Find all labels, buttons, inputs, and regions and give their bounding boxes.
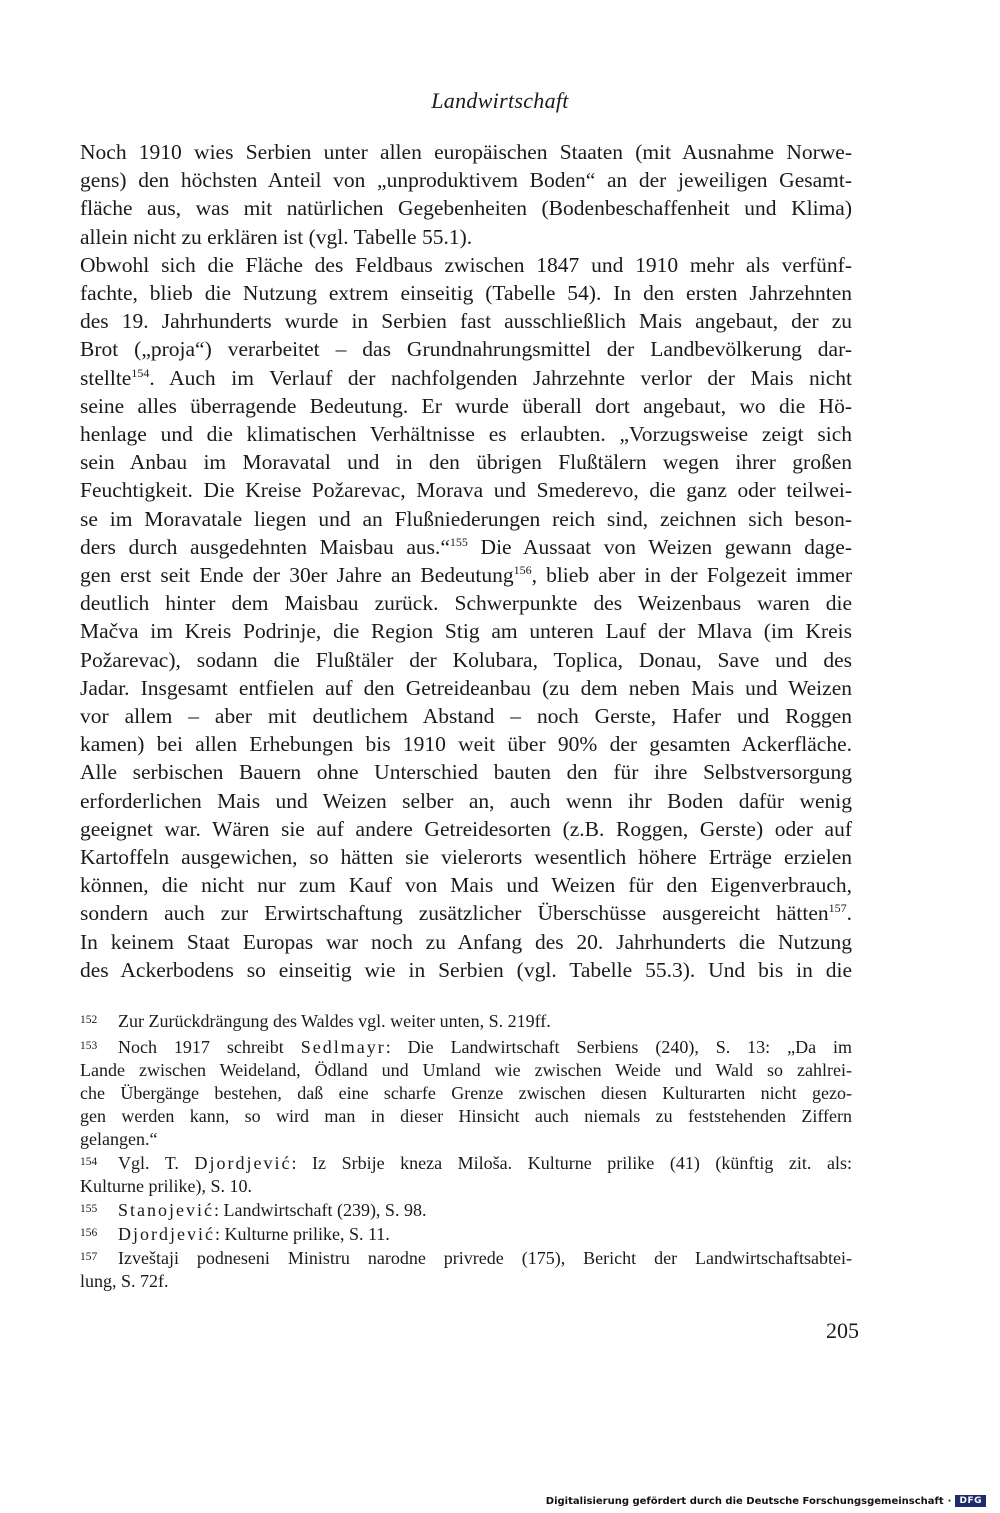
text-line: Obwohl sich die Fläche des Feldbaus zwischen 1847 und 1910 mehr als verfünf-: [80, 252, 852, 277]
footnote-line: lung, S. 72f.: [80, 1271, 169, 1291]
text-segment: sondern auch zur Erwirtschaftung zusätzlicher Überschüsse ausgereicht hätten: [80, 901, 829, 926]
footnote-text: Vgl. T.: [118, 1153, 195, 1173]
footnote-line: Kulturne prilike), S. 10.: [80, 1176, 252, 1196]
footnote-number: 154: [80, 1156, 98, 1168]
footnote-number: 157: [80, 1251, 98, 1263]
text-line: Alle serbischen Bauern ohne Unterschied bauten den für ihre Selbstversorgung: [80, 760, 852, 785]
text-segment: stellte: [80, 365, 132, 390]
footnote-text: : Kulturne prilike, S. 11.: [214, 1224, 390, 1244]
footnote-number: 156: [80, 1227, 98, 1239]
footnote-line: gelangen.“: [80, 1129, 158, 1149]
text-line: sein Anbau im Moravatal und in den übrigen Flußtälern wegen ihrer großen: [80, 450, 852, 475]
text-line: se im Moravatale liegen und an Flußniederungen reich sind, zeichnen sich beson-: [80, 506, 852, 531]
text-line: [80, 899, 852, 927]
footnote-153: [80, 1035, 852, 1151]
text-line: erforderlichen Mais und Weizen selber an, auch wenn ihr Boden dafür wenig: [80, 788, 852, 813]
text-segment: , blieb aber in der Folgezeit immer: [531, 563, 852, 588]
credit-separator: ·: [947, 1495, 952, 1507]
text-line: Noch 1910 wies Serbien unter allen europäischen Staaten (mit Ausnahme Norwe-: [80, 140, 852, 164]
footnote-152: [80, 1009, 852, 1033]
footnote-text: Izveštaji podneseni Ministru narodne privrede (175), Bericht der Landwirtschaftsabtei-: [118, 1248, 852, 1268]
text-segment: ders durch ausgedehnten Maisbau aus.“: [80, 534, 450, 559]
text-line: [80, 561, 852, 589]
footnote-154: [80, 1151, 852, 1198]
text-line: fläche aus, was mit natürlichen Gegebenheiten (Bodenbeschaffenheit und Klima): [80, 196, 852, 221]
text-line: kamen) bei allen Erhebungen bis 1910 weit über 90% der gesamten Ackerfläche.: [80, 732, 852, 757]
footnote-157: [80, 1246, 852, 1293]
author-name: Djordjević: [194, 1153, 292, 1173]
footnote-line: [80, 1035, 852, 1059]
text-line: des Ackerbodens so einseitig wie in Serbien (vgl. Tabelle 55.3). Und bis in die: [80, 957, 852, 982]
text-line: henlage und die klimatischen Verhältnisse es erlaubten. „Vorzugsweise zeigt sich: [80, 422, 852, 447]
footnote-line: che Übergänge bestehen, daß eine scharfe Grenze zwischen diesen Kulturarten nicht gezo-: [80, 1083, 852, 1103]
text-line: Jadar. Insgesamt entfielen auf den Getreideanbau (zu dem neben Mais und Weizen: [80, 675, 852, 700]
footnote-number: 153: [80, 1040, 98, 1052]
page-number: 205: [826, 1318, 859, 1343]
text-line: [80, 364, 852, 392]
footnote-number: 152: [80, 1014, 98, 1026]
footnote-line: gen werden kann, so wird man in dieser Hinsicht auch niemals zu feststehenden Ziffern: [80, 1106, 852, 1126]
footnote-ref-155[interactable]: 155: [449, 534, 468, 549]
text-line: Feuchtigkeit. Die Kreise Požarevac, Morava und Smederevo, die ganz oder teilwei-: [80, 478, 852, 503]
footnote-156: [80, 1222, 852, 1246]
footnote-text: Zur Zurückdrängung des Waldes vgl. weiter unten, S. 219ff.: [118, 1011, 551, 1031]
footnote-ref-157[interactable]: 157: [828, 901, 847, 916]
text-segment: gen erst seit Ende der 30er Jahre an Bedeutung: [80, 563, 514, 588]
text-line: geeignet war. Wären sie auf andere Getreidesorten (z.B. Roggen, Gerste) oder auf: [80, 816, 852, 841]
footnote-ref-156[interactable]: 156: [513, 563, 532, 578]
text-segment: .: [846, 901, 852, 926]
text-line: deutlich hinter dem Maisbau zurück. Schwerpunkte des Weizenbaus waren die: [80, 591, 852, 616]
body-text: [80, 138, 852, 984]
text-line: Mačva im Kreis Podrinje, die Region Stig am unteren Lauf der Mlava (im Kreis: [80, 619, 852, 644]
text-line: In keinem Staat Europas war noch zu Anfang des 20. Jahrhunderts die Nutzung: [80, 929, 852, 954]
footnote-text: : Die Landwirtschaft Serbiens (240), S. 13: „Da im: [385, 1037, 853, 1057]
text-line: seine alles überragende Bedeutung. Er wurde überall dort angebaut, wo die Hö-: [80, 393, 852, 418]
author-name: Stanojević: [118, 1200, 214, 1220]
footnote-ref-154[interactable]: 154: [131, 365, 150, 380]
text-line: Kartoffeln ausgewichen, so hätten sie vielerorts wesentlich höhere Erträge erzielen: [80, 845, 852, 870]
text-segment: . Auch im Verlauf der nachfolgenden Jahrzehnte verlor der Mais nicht: [149, 365, 852, 390]
text-line: können, die nicht nur zum Kauf von Mais und Weizen für den Eigenverbrauch,: [80, 873, 852, 898]
footnote-line: [80, 1246, 852, 1270]
running-header: Landwirtschaft: [431, 88, 569, 113]
text-segment: Die Aussaat von Weizen gewann dage-: [467, 534, 852, 559]
dfg-logo: DFG: [955, 1495, 986, 1507]
text-line: fachte, blieb die Nutzung extrem einseitig (Tabelle 54). In den ersten Jahrzehnten: [80, 281, 852, 306]
text-line: [80, 533, 852, 561]
footnote-number: 155: [80, 1203, 98, 1215]
text-line: vor allem – aber mit deutlichem Abstand – noch Gerste, Hafer und Roggen: [80, 704, 852, 729]
footnote-line: [80, 1151, 852, 1175]
text-line: Brot („proja“) verarbeitet – das Grundnahrungsmittel der Landbevölkerung dar-: [80, 337, 852, 362]
text-line: gens) den höchsten Anteil von „unproduktivem Boden“ an der jeweiligen Gesamt-: [80, 168, 852, 193]
footnote-text: : Landwirtschaft (239), S. 98.: [213, 1200, 427, 1220]
footnotes: [80, 1009, 852, 1293]
footnote-line: Lande zwischen Weideland, Ödland und Umland wie zwischen Weide und Wald so zahlrei-: [80, 1060, 852, 1080]
digitization-credit: [546, 1493, 986, 1509]
footnote-text: Noch 1917 schreibt: [118, 1037, 301, 1057]
author-name: Sedlmayr: [300, 1037, 386, 1057]
text-line: Požarevac), sodann die Flußtäler der Kolubara, Toplica, Donau, Save und des: [80, 647, 852, 672]
credit-text: Digitalisierung gefördert durch die Deutsche Forschungsgemeinschaft: [545, 1495, 944, 1507]
text-line: allein nicht zu erklären ist (vgl. Tabelle 55.1).: [80, 224, 473, 249]
footnote-155: [80, 1198, 852, 1222]
author-name: Djordjević: [118, 1224, 215, 1244]
text-line: des 19. Jahrhunderts wurde in Serbien fast ausschließlich Mais angebaut, der zu: [80, 309, 852, 334]
footnote-text: : Iz Srbije kneza Miloša. Kulturne prilike (41) (künftig zit. als:: [291, 1153, 852, 1173]
